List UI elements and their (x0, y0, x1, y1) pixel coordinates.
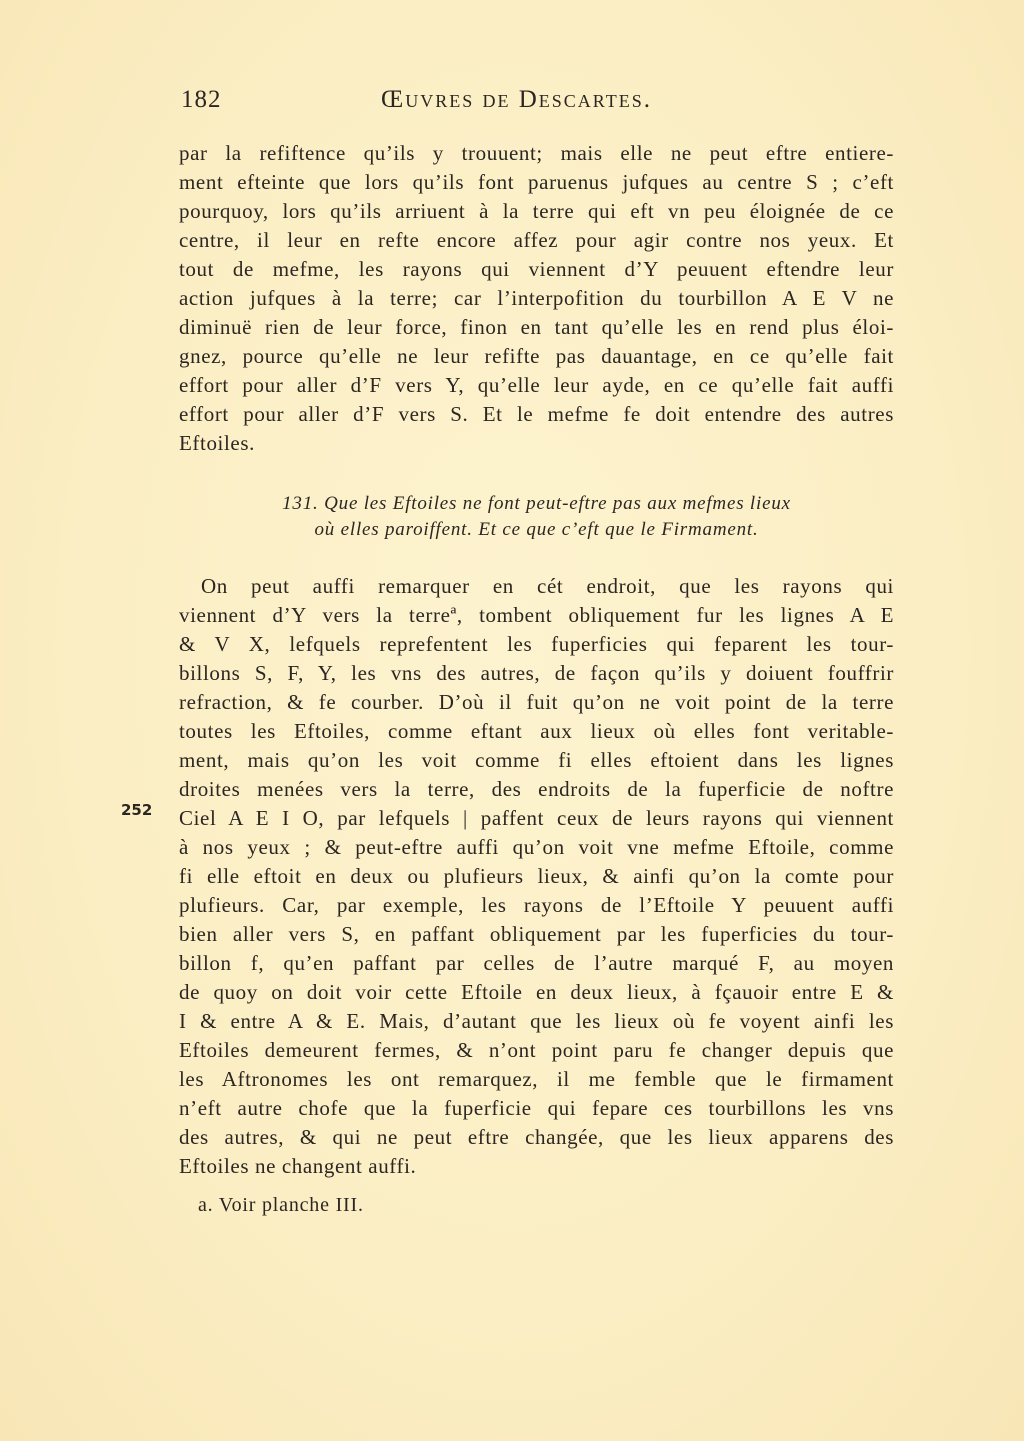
text-line: plufieurs. Car, par exemple, les rayons de l’Eftoile Y peuuent auffi (179, 893, 894, 917)
text-line: diminuë rien de leur force, finon en tant qu’elle les en rend plus éloi- (179, 315, 894, 339)
footnote: a. Voir planche III. (198, 1194, 364, 1216)
text-line: billon f, qu’en paffant par celles de l’autre marqué F, au moyen (179, 951, 894, 975)
page-number: 182 (181, 86, 222, 113)
section-heading-line: où elles paroiffent. Et ce que c’eft que le Firmament. (314, 519, 759, 540)
text-line: effort pour aller d’F vers S. Et le mefme fe doit entendre des autres (179, 402, 894, 426)
section-heading (179, 491, 894, 543)
text-line: viennent d’Y vers la terreª, tombent obliquement fur les lignes A E (179, 603, 894, 627)
text-line: On peut auffi remarquer en cét endroit, que les rayons qui (201, 574, 894, 598)
text-line: ment efteinte que lors qu’ils font paruenus jufques au centre S ; c’eft (179, 170, 894, 194)
text-line: bien aller vers S, en paffant obliquement par les fuperficies du tour- (179, 922, 894, 946)
text-line: Eftoiles ne changent auffi. (179, 1154, 417, 1178)
text-line: pourquoy, lors qu’ils arriuent à la terre qui eft vn peu éloignée de ce (179, 199, 894, 223)
text-line: de quoy on doit voir cette Eftoile en deux lieux, à fçauoir entre E & (179, 980, 894, 1004)
text-line: tout de mefme, les rayons qui viennent d’Y peuuent eftendre leur (179, 257, 894, 281)
text-line: & V X, lefquels reprefentent les fuperficies qui feparent les tour- (179, 632, 894, 656)
text-line: Ciel A E I O, par lefquels | paffent ceux de leurs rayons qui viennent (179, 806, 894, 830)
text-line: droites menées vers la terre, des endroits de la fuperficie de noftre (179, 777, 894, 801)
text-line: I & entre A & E. Mais, d’autant que les lieux où fe voyent ainfi les (179, 1009, 894, 1033)
text-line: toutes les Eftoiles, comme eftant aux lieux où elles font veritable- (179, 719, 894, 743)
text-line: des autres, & qui ne peut eftre changée, que les lieux apparens des (179, 1125, 894, 1149)
page-header (181, 86, 894, 126)
text-line: action jufques à la terre; car l’interpofition du tourbillon A E V ne (179, 286, 894, 310)
paragraph-1 (179, 139, 894, 458)
running-title: Œuvres de Descartes. (381, 86, 652, 113)
text-line: gnez, pource qu’elle ne leur refifte pas dauantage, en ce qu’elle fait (179, 344, 894, 368)
text-line: billons S, F, Y, les vns des autres, de façon qu’ils y doiuent fouffrir (179, 661, 894, 685)
margin-page-reference: 252 (121, 801, 153, 819)
text-line: ment, mais qu’on les voit comme fi elles eftoient dans les lignes (179, 748, 894, 772)
text-line: les Aftronomes les ont remarquez, il me femble que le firmament (179, 1067, 894, 1091)
text-line: fi elle eftoit en deux ou plufieurs lieux, & ainfi qu’on la comte pour (179, 864, 894, 888)
text-line: effort pour aller d’F vers Y, qu’elle leur ayde, en ce qu’elle fait auffi (179, 373, 894, 397)
section-heading-line: 131. Que les Eftoiles ne font peut-eftre pas aux mefmes lieux (282, 493, 791, 514)
text-line: centre, il leur en refte encore affez pour agir contre nos yeux. Et (179, 228, 894, 252)
text-line: n’eft autre chofe que la fuperficie qui fepare ces tourbillons les vns (179, 1096, 894, 1120)
paragraph-2 (179, 572, 894, 1181)
text-line: refraction, & fe courber. D’où il fuit qu’on ne voit point de la terre (179, 690, 894, 714)
text-line: par la refiftence qu’ils y trouuent; mais elle ne peut eftre entiere- (179, 141, 894, 165)
text-line: Eftoiles. (179, 431, 255, 455)
text-line: à nos yeux ; & peut-eftre auffi qu’on voit vne mefme Eftoile, comme (179, 835, 894, 859)
text-line: Eftoiles demeurent fermes, & n’ont point paru fe changer depuis que (179, 1038, 894, 1062)
